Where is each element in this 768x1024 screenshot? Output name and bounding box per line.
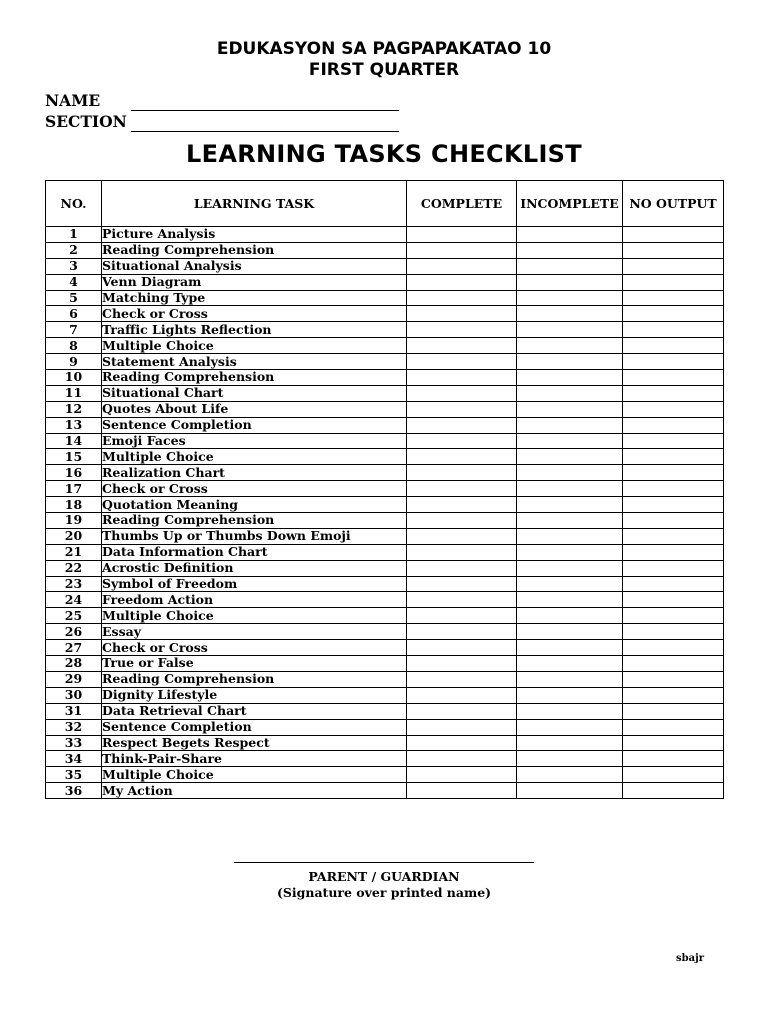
table-row [46,401,724,417]
task-name: Dignity Lifestyle [102,687,407,703]
incomplete-cell[interactable] [517,338,623,354]
task-name: Check or Cross [102,640,407,656]
no-output-cell[interactable] [623,258,724,274]
task-name: Multiple Choice [102,608,407,624]
incomplete-cell[interactable] [517,370,623,386]
complete-cell[interactable] [407,385,517,401]
name-field-row [45,91,399,111]
task-name: Data Retrieval Chart [102,703,407,719]
task-number: 10 [46,370,102,386]
task-number: 35 [46,767,102,783]
task-number: 20 [46,528,102,544]
incomplete-cell[interactable] [517,687,623,703]
table-row [46,227,724,243]
incomplete-cell[interactable] [517,719,623,735]
task-name: Data Information Chart [102,544,407,560]
task-name: Realization Chart [102,465,407,481]
task-number: 13 [46,417,102,433]
no-output-cell[interactable] [623,465,724,481]
table-row [46,592,724,608]
task-number: 30 [46,687,102,703]
task-number: 36 [46,783,102,799]
task-name: Reading Comprehension [102,671,407,687]
task-number: 6 [46,306,102,322]
incomplete-cell[interactable] [517,767,623,783]
table-header-row [46,181,724,227]
complete-cell[interactable] [407,719,517,735]
no-output-cell[interactable] [623,719,724,735]
subject-title: EDUKASYON SA PAGPAPAKATAO 10 [216,39,552,59]
task-number: 3 [46,258,102,274]
no-output-cell[interactable] [623,687,724,703]
no-output-cell[interactable] [623,624,724,640]
complete-cell[interactable] [407,687,517,703]
signature-block [234,862,534,901]
task-name: Symbol of Freedom [102,576,407,592]
column-header-no: NO. [46,181,102,227]
task-name: Multiple Choice [102,338,407,354]
task-number: 27 [46,640,102,656]
table-row [46,258,724,274]
no-output-cell[interactable] [623,513,724,529]
table-row [46,640,724,656]
no-output-cell[interactable] [623,751,724,767]
task-number: 9 [46,354,102,370]
incomplete-cell[interactable] [517,703,623,719]
complete-cell[interactable] [407,481,517,497]
no-output-cell[interactable] [623,433,724,449]
complete-cell[interactable] [407,449,517,465]
complete-cell[interactable] [407,544,517,560]
table-row [46,370,724,386]
complete-cell[interactable] [407,242,517,258]
table-row [46,417,724,433]
task-number: 32 [46,719,102,735]
table-row [46,449,724,465]
task-name: Picture Analysis [102,227,407,243]
incomplete-cell[interactable] [517,274,623,290]
task-number: 34 [46,751,102,767]
table-row [46,513,724,529]
complete-cell[interactable] [407,227,517,243]
incomplete-cell[interactable] [517,481,623,497]
incomplete-cell[interactable] [517,227,623,243]
signature-note: (Signature over printed name) [276,885,492,900]
no-output-cell[interactable] [623,370,724,386]
task-number: 14 [46,433,102,449]
task-name: Sentence Completion [102,719,407,735]
no-output-cell[interactable] [623,783,724,799]
no-output-cell[interactable] [623,528,724,544]
complete-cell[interactable] [407,592,517,608]
task-number: 15 [46,449,102,465]
task-number: 18 [46,497,102,513]
task-number: 2 [46,242,102,258]
no-output-cell[interactable] [623,735,724,751]
task-name: Quotation Meaning [102,497,407,513]
complete-cell[interactable] [407,290,517,306]
incomplete-cell[interactable] [517,242,623,258]
no-output-cell[interactable] [623,608,724,624]
task-name: Matching Type [102,290,407,306]
incomplete-cell[interactable] [517,306,623,322]
incomplete-cell[interactable] [517,354,623,370]
task-name: Check or Cross [102,481,407,497]
task-number: 26 [46,624,102,640]
table-row [46,242,724,258]
incomplete-cell[interactable] [517,608,623,624]
task-name: Quotes About Life [102,401,407,417]
task-name: Check or Cross [102,306,407,322]
signature-label: PARENT / GUARDIAN [308,869,460,884]
task-number: 23 [46,576,102,592]
task-name: Venn Diagram [102,274,407,290]
no-output-cell[interactable] [623,767,724,783]
task-number: 17 [46,481,102,497]
complete-cell[interactable] [407,354,517,370]
task-number: 16 [46,465,102,481]
name-blank-line[interactable] [131,96,399,111]
column-header-learning-task: LEARNING TASK [102,181,407,227]
task-number: 11 [46,385,102,401]
incomplete-cell[interactable] [517,465,623,481]
task-name: Situational Chart [102,385,407,401]
table-row [46,687,724,703]
task-name: Reading Comprehension [102,513,407,529]
task-number: 33 [46,735,102,751]
complete-cell[interactable] [407,528,517,544]
task-number: 7 [46,322,102,338]
complete-cell[interactable] [407,656,517,672]
table-row [46,671,724,687]
no-output-cell[interactable] [623,401,724,417]
table-row [46,751,724,767]
table-row [46,465,724,481]
no-output-cell[interactable] [623,449,724,465]
task-name: Situational Analysis [102,258,407,274]
table-row [46,767,724,783]
incomplete-cell[interactable] [517,417,623,433]
table-row [46,274,724,290]
incomplete-cell[interactable] [517,513,623,529]
table-row [46,719,724,735]
incomplete-cell[interactable] [517,560,623,576]
no-output-cell[interactable] [623,640,724,656]
incomplete-cell[interactable] [517,751,623,767]
complete-cell[interactable] [407,624,517,640]
task-name: Reading Comprehension [102,370,407,386]
document-header [0,39,768,81]
complete-cell[interactable] [407,306,517,322]
complete-cell[interactable] [407,465,517,481]
task-number: 4 [46,274,102,290]
incomplete-cell[interactable] [517,290,623,306]
task-name: Think-Pair-Share [102,751,407,767]
table-row [46,497,724,513]
complete-cell[interactable] [407,783,517,799]
no-output-cell[interactable] [623,576,724,592]
no-output-cell[interactable] [623,417,724,433]
no-output-cell[interactable] [623,338,724,354]
table-row [46,306,724,322]
incomplete-cell[interactable] [517,433,623,449]
incomplete-cell[interactable] [517,258,623,274]
section-field-row [45,112,399,132]
complete-cell[interactable] [407,560,517,576]
signature-line[interactable] [234,862,534,869]
no-output-cell[interactable] [623,322,724,338]
table-row [46,576,724,592]
task-name: True or False [102,656,407,672]
task-number: 8 [46,338,102,354]
task-name: Acrostic Definition [102,560,407,576]
incomplete-cell[interactable] [517,656,623,672]
task-number: 31 [46,703,102,719]
no-output-cell[interactable] [623,544,724,560]
table-row [46,433,724,449]
checklist-title: LEARNING TASKS CHECKLIST [186,140,582,168]
table-row [46,385,724,401]
task-name: Sentence Completion [102,417,407,433]
complete-cell[interactable] [407,433,517,449]
task-number: 24 [46,592,102,608]
column-header-no-output: NO OUTPUT [623,181,724,227]
table-row [46,560,724,576]
table-row [46,608,724,624]
complete-cell[interactable] [407,671,517,687]
table-row [46,703,724,719]
no-output-cell[interactable] [623,671,724,687]
complete-cell[interactable] [407,640,517,656]
task-name: Reading Comprehension [102,242,407,258]
task-number: 25 [46,608,102,624]
complete-cell[interactable] [407,258,517,274]
task-number: 5 [46,290,102,306]
incomplete-cell[interactable] [517,640,623,656]
footer-code: sbajr [676,953,704,964]
table-row [46,338,724,354]
task-number: 1 [46,227,102,243]
table-row [46,624,724,640]
complete-cell[interactable] [407,751,517,767]
incomplete-cell[interactable] [517,576,623,592]
task-name: Multiple Choice [102,449,407,465]
no-output-cell[interactable] [623,242,724,258]
no-output-cell[interactable] [623,274,724,290]
no-output-cell[interactable] [623,227,724,243]
complete-cell[interactable] [407,338,517,354]
no-output-cell[interactable] [623,354,724,370]
task-name: Traffic Lights Reflection [102,322,407,338]
table-body [46,227,724,799]
no-output-cell[interactable] [623,497,724,513]
table-row [46,783,724,799]
table-row [46,354,724,370]
incomplete-cell[interactable] [517,624,623,640]
no-output-cell[interactable] [623,385,724,401]
no-output-cell[interactable] [623,560,724,576]
no-output-cell[interactable] [623,592,724,608]
task-name: My Action [102,783,407,799]
incomplete-cell[interactable] [517,385,623,401]
task-name: Thumbs Up or Thumbs Down Emoji [102,528,407,544]
table-row [46,290,724,306]
complete-cell[interactable] [407,767,517,783]
incomplete-cell[interactable] [517,783,623,799]
task-number: 12 [46,401,102,417]
complete-cell[interactable] [407,370,517,386]
incomplete-cell[interactable] [517,401,623,417]
complete-cell[interactable] [407,274,517,290]
table-row [46,322,724,338]
no-output-cell[interactable] [623,306,724,322]
task-name: Essay [102,624,407,640]
task-number: 21 [46,544,102,560]
incomplete-cell[interactable] [517,449,623,465]
incomplete-cell[interactable] [517,592,623,608]
complete-cell[interactable] [407,322,517,338]
section-blank-line[interactable] [131,117,399,132]
no-output-cell[interactable] [623,656,724,672]
no-output-cell[interactable] [623,481,724,497]
column-header-complete: COMPLETE [407,181,517,227]
quarter-title: FIRST QUARTER [308,60,460,80]
learning-tasks-table [45,180,724,799]
table-row [46,481,724,497]
table-row [46,735,724,751]
incomplete-cell[interactable] [517,544,623,560]
table-row [46,528,724,544]
complete-cell[interactable] [407,401,517,417]
complete-cell[interactable] [407,735,517,751]
incomplete-cell[interactable] [517,735,623,751]
complete-cell[interactable] [407,576,517,592]
complete-cell[interactable] [407,417,517,433]
no-output-cell[interactable] [623,703,724,719]
incomplete-cell[interactable] [517,671,623,687]
task-name: Multiple Choice [102,767,407,783]
task-number: 29 [46,671,102,687]
task-number: 19 [46,513,102,529]
task-name: Respect Begets Respect [102,735,407,751]
task-name: Statement Analysis [102,354,407,370]
task-name: Freedom Action [102,592,407,608]
task-number: 28 [46,656,102,672]
complete-cell[interactable] [407,608,517,624]
complete-cell[interactable] [407,513,517,529]
complete-cell[interactable] [407,497,517,513]
complete-cell[interactable] [407,703,517,719]
incomplete-cell[interactable] [517,528,623,544]
task-number: 22 [46,560,102,576]
name-label: NAME [45,91,101,110]
table-row [46,544,724,560]
task-name: Emoji Faces [102,433,407,449]
section-label: SECTION [45,112,127,131]
incomplete-cell[interactable] [517,322,623,338]
column-header-incomplete: INCOMPLETE [517,181,623,227]
table-row [46,656,724,672]
incomplete-cell[interactable] [517,497,623,513]
no-output-cell[interactable] [623,290,724,306]
